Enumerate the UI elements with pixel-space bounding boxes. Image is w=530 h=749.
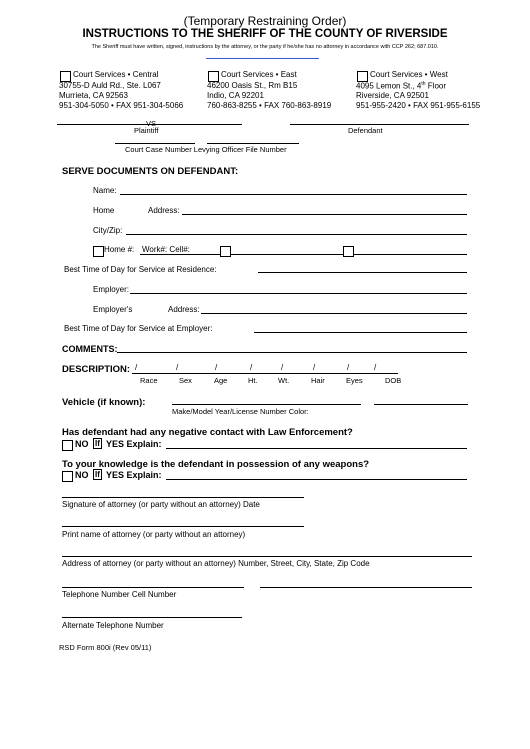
vehicle-label: Vehicle (if known): <box>62 397 146 408</box>
attorney-address-line[interactable] <box>62 556 472 557</box>
race-label: Race <box>140 376 158 385</box>
employer-label: Employer: <box>93 285 130 294</box>
weight-label: Wt. <box>278 376 290 385</box>
serve-heading: SERVE DOCUMENTS ON DEFENDANT: <box>62 166 239 177</box>
employer-address-line[interactable] <box>201 313 467 314</box>
office-phone: 951-304-5050 • FAX 951-304-5066 <box>59 101 184 110</box>
cell-phone-checkbox[interactable] <box>343 246 354 257</box>
description-separator: / <box>347 363 350 372</box>
name-line[interactable] <box>120 194 467 195</box>
description-separator: / <box>250 363 253 372</box>
best-time-employer-line[interactable] <box>254 332 467 333</box>
age-label: Age <box>214 376 228 385</box>
office-address: 46200 Oasis St., Rm B15 <box>207 81 298 90</box>
home-address-label: Address: <box>148 206 180 215</box>
vehicle-line[interactable] <box>172 404 361 405</box>
vehicle-color-line[interactable] <box>374 404 468 405</box>
law-enforcement-no-label: NO <box>75 439 89 449</box>
city-zip-line[interactable] <box>126 234 467 235</box>
description-label: DESCRIPTION: <box>62 364 131 375</box>
office-phone: 760-863-8255 • FAX 760-863-8919 <box>207 101 332 110</box>
header-divider <box>206 58 319 59</box>
case-numbers-label: Court Case Number Levying Officer File Number <box>125 145 287 154</box>
cell-line[interactable] <box>260 587 472 588</box>
signature-line[interactable] <box>62 497 304 498</box>
form-number: RSD Form 800i (Rev 05/11) <box>59 643 152 652</box>
office-city: Indio, CA 92201 <box>207 91 264 100</box>
plaintiff-label: Plaintiff <box>134 126 159 135</box>
law-enforcement-yes-label: YES Explain: <box>106 439 162 449</box>
comments-label: COMMENTS: <box>62 344 118 354</box>
attorney-address-label: Address of attorney (or party without an attorney) Number, Street, City, State, Zip Code <box>62 559 370 568</box>
form-note: The Sheriff must have written, signed, instructions by the attorney, or the party if he/she has no attorney in accordance with CCP 262; 687.010. <box>91 44 439 50</box>
city-zip-label: City/Zip: <box>93 226 123 235</box>
description-line[interactable] <box>132 373 398 374</box>
office-city: Riverside, CA 92501 <box>356 91 429 100</box>
home-phone-checkbox[interactable] <box>93 246 104 257</box>
court-case-number-line[interactable] <box>115 143 195 144</box>
name-label: Name: <box>93 186 117 195</box>
employers-label: Employer's <box>93 305 133 314</box>
alt-telephone-label: Alternate Telephone Number <box>62 621 164 630</box>
office-name: Court Services • West <box>370 70 448 79</box>
vehicle-sub-label: Make/Model Year/License Number Color: <box>172 407 309 416</box>
comments-line[interactable] <box>117 352 467 353</box>
office-city: Murrieta, CA 92563 <box>59 91 128 100</box>
work-cell-label: Work#: Cell#: <box>142 245 190 254</box>
dob-label: DOB <box>385 376 402 385</box>
height-label: Ht. <box>248 376 258 385</box>
signature-label: Signature of attorney (or party without an attorney) Date <box>62 500 260 509</box>
weapons-no-checkbox[interactable] <box>62 471 73 482</box>
law-enforcement-no-checkbox[interactable] <box>62 440 73 451</box>
vs-label: VS <box>146 119 157 128</box>
phones-line[interactable] <box>140 254 467 255</box>
description-separator: / <box>313 363 316 372</box>
office-phone: 951-955-2420 • FAX 951-955-6155 <box>356 101 481 110</box>
office-address: 4095 Lemon St., 4th Floor <box>356 81 447 91</box>
description-separator: / <box>176 363 179 372</box>
best-time-residence-line[interactable] <box>258 272 467 273</box>
print-name-label: Print name of attorney (or party without an attorney) <box>62 530 246 539</box>
hair-label: Hair <box>311 376 325 385</box>
office-name: Court Services • Central <box>73 70 159 79</box>
best-time-residence-label: Best Time of Day for Service at Residence: <box>64 265 217 274</box>
law-enforcement-question: Has defendant had any negative contact with Law Enforcement? <box>62 427 353 438</box>
description-separator: / <box>215 363 218 372</box>
sex-label: Sex <box>179 376 192 385</box>
work-phone-checkbox[interactable] <box>220 246 231 257</box>
law-enforcement-if-checkbox[interactable]: If <box>95 439 100 448</box>
office-name: Court Services • East <box>221 70 297 79</box>
description-separator: / <box>281 363 284 372</box>
description-separator: / <box>135 363 138 372</box>
home-address-line[interactable] <box>182 214 467 215</box>
home-label: Home <box>93 206 115 215</box>
law-enforcement-explain-line[interactable] <box>166 448 467 449</box>
print-name-line[interactable] <box>62 526 304 527</box>
eyes-label: Eyes <box>346 376 363 385</box>
telephone-line[interactable] <box>62 587 244 588</box>
best-time-employer-label: Best Time of Day for Service at Employer: <box>64 324 213 333</box>
weapons-question: To your knowledge is the defendant in possession of any weapons? <box>62 459 370 470</box>
alt-telephone-line[interactable] <box>62 617 242 618</box>
weapons-explain-line[interactable] <box>166 479 467 480</box>
weapons-no-label: NO <box>75 470 89 480</box>
form-subtitle: (Temporary Restraining Order) <box>183 14 347 28</box>
defendant-label: Defendant <box>348 126 383 135</box>
description-separator: / <box>374 363 377 372</box>
employer-address-label: Address: <box>168 305 200 314</box>
levying-officer-file-line[interactable] <box>207 143 299 144</box>
weapons-if-checkbox[interactable]: If <box>95 470 100 479</box>
telephone-label: Telephone Number Cell Number <box>62 590 177 599</box>
home-phone-label: Home #: <box>104 245 135 254</box>
employer-line[interactable] <box>130 293 467 294</box>
office-address: 30755-D Auld Rd., Ste. L067 <box>59 81 161 90</box>
defendant-line[interactable] <box>290 124 469 125</box>
form-title: INSTRUCTIONS TO THE SHERIFF OF THE COUNTY OF RIVERSIDE <box>82 28 448 40</box>
weapons-yes-label: YES Explain: <box>106 470 162 480</box>
